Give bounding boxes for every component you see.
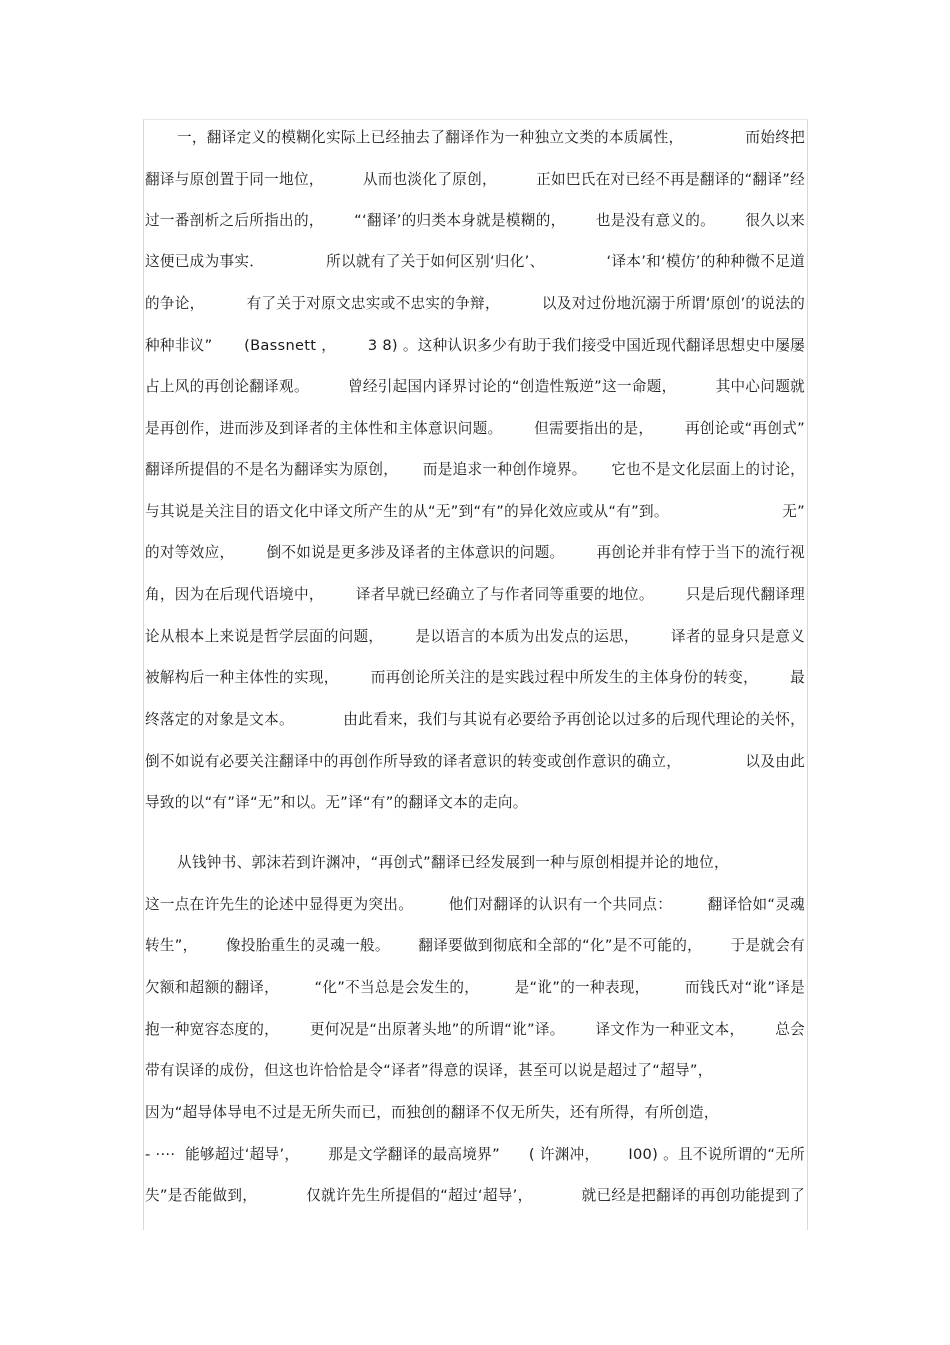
text-line [145,752,805,772]
text-segment: 这便已成为事实． [145,253,265,270]
text-segment: 占上风的再创论翻译观。 [145,378,309,395]
text-segment: - ···· 能够超过‘超导’， [145,1146,300,1163]
text-line [145,627,805,647]
text-segment: 译文作为一种亚文本， [595,1021,745,1038]
text-segment: 是“讹”的一种表现， [514,979,650,996]
text-segment: 倒不如说有必要关注翻译中的再创作所导致的译者意识的转变或创作意识的确立， [145,753,682,770]
text-segment: 这一点在许先生的论述中显得更为突出。 [145,896,414,913]
text-segment: 以及由此 [745,753,805,770]
text-segment: 由此看来，我们与其说有必要给予再创论以过多的后现代理论的关怀， [343,711,805,728]
text-segment: 的争论， [145,295,205,312]
text-segment: 像投胎重生的灵魂一般。 [225,937,390,954]
text-segment: 是再创作，进而涉及到译者的主体性和主体意识问题。 [145,420,503,437]
text-segment: I00) 。且不说所谓的“无所 [628,1146,805,1163]
text-segment: 于是就会有 [730,937,805,954]
text-segment: 与其说是关注目的语文化中译文所产生的从“无”到“有”的异化效应或从“有”到。 [145,503,669,520]
text-segment: 因为“超导体导电不过是无所失而已，而独创的翻译不仅无所失，还有所得，有所创造， [145,1104,719,1121]
text-line [145,294,805,314]
text-segment: 但需要指出的是， [534,420,654,437]
text-line [177,853,805,873]
text-line [145,710,805,730]
text-segment: 译者的显身只是意义 [670,628,805,645]
text-segment: 无” [782,503,805,520]
text-line [145,419,805,439]
text-line [145,502,805,522]
text-segment: 总会 [775,1021,805,1038]
text-segment: 带有误译的成份，但这也许恰恰是令“译者”得意的误译，甚至可以说是超过了“超导”， [145,1062,713,1079]
text-segment: 仅就许先生所提倡的“超过‘超导’， [306,1187,533,1204]
text-line [145,252,805,272]
text-segment: 的对等效应， [145,544,235,561]
text-line [145,377,805,397]
text-segment: 更何况是“出原著头地”的所谓“讹”译。 [309,1021,565,1038]
text-segment: 而再创论所关注的是实践过程中所发生的主体身份的转变， [370,669,758,686]
text-segment: 欠额和超额的翻译， [145,979,280,996]
text-segment: 而是追求一种创作境界。 [422,461,587,478]
text-segment: 再创论或“再创式” [685,420,805,437]
text-segment: 角，因为在后现代语境中， [145,586,324,603]
text-line [145,1061,805,1081]
text-segment: 种种非议” [145,337,213,354]
text-segment: “化”不当总是会发生的， [314,979,480,996]
text-segment: 译者早就已经确立了与作者同等重要的地位。 [355,586,654,603]
text-segment: 以及对过份地沉溺于所谓‘原创’的说法的 [541,295,805,312]
text-segment: 他们对翻译的认识有一个共同点： [448,896,673,913]
text-segment: “‘翻译’的归类本身就是模糊的， [354,212,566,229]
text-segment: 曾经引起国内译界讨论的“创造性叛逆”这一命题， [347,378,677,395]
text-segment: 它也不是文化层面上的讨论， [611,461,805,478]
text-segment: 很久以来 [745,212,805,229]
text-segment: 所以就有了关于如何区别‘归化’、 [326,253,545,270]
text-segment: 3 8) 。这种认识多少有助于我们接受中国近现代翻译思想史中屡屡 [367,337,805,354]
text-line [145,543,805,563]
text-segment: ‘译本’和‘模仿’的种种微不足道 [606,253,805,270]
text-line [145,793,805,813]
text-segment: 从钱钟书、郭沫若到许渊冲，“再创式”翻译已经发展到一种与原创相提并论的地位， [177,854,729,871]
text-segment: 论从根本上来说是哲学层面的问题， [145,628,384,645]
text-segment: 翻译恰如“灵魂 [707,896,805,913]
text-segment: 而始终把 [745,129,805,146]
text-segment: 过一番剖析之后所指出的， [145,212,324,229]
text-segment: 最 [790,669,805,686]
text-segment: 终落定的对象是文本。 [145,711,294,728]
text-line [145,460,805,480]
text-segment: (Bassnett ， [244,337,337,354]
text-segment: 就已经是把翻译的再创功能提到了 [581,1187,805,1204]
text-line [145,1020,805,1040]
text-segment: 抱一种宽容态度的， [145,1021,280,1038]
text-segment: 失”是否能做到， [145,1187,258,1204]
text-segment: 也是没有意义的。 [595,212,716,229]
text-line [145,211,805,231]
text-segment: 其中心问题就 [715,378,805,395]
text-segment: 被解构后一种主体性的实现， [145,669,339,686]
text-line [145,1145,805,1165]
text-line [145,895,805,915]
text-line [145,936,805,956]
text-segment: 倒不如说是更多涉及译者的主体意识的问题。 [266,544,565,561]
text-segment: 而钱氏对“讹”译是 [685,979,805,996]
text-segment: 翻译要做到彻底和全部的“化”是不可能的， [418,937,703,954]
text-line [177,128,805,148]
text-line [145,585,805,605]
text-line [145,668,805,688]
text-line [145,336,805,356]
text-segment: 再创论并非有悖于当下的流行视 [596,544,805,561]
text-segment: 正如巴氏在对已经不再是翻译的“翻译”经 [536,171,805,188]
text-segment: 转生”， [145,937,198,954]
text-line [145,1103,805,1123]
text-segment: 翻译所提倡的不是名为翻译实为原创， [145,461,399,478]
text-segment: 是以语言的本质为出发点的运思， [415,628,639,645]
text-segment: 那是文学翻译的最高境界” [328,1146,500,1163]
text-segment: ( 许渊冲， [528,1146,600,1163]
text-segment: 导致的以“有”译“无”和以。无”译“有”的翻译文本的走向。 [145,794,528,811]
text-line [145,170,805,190]
text-segment: 有了关于对原文忠实或不忠实的争辩， [246,295,500,312]
text-segment: 从而也淡化了原创， [362,171,497,188]
text-line [145,978,805,998]
text-segment: 只是后现代翻译理 [685,586,805,603]
text-line [145,1186,805,1206]
text-segment: 翻译与原创置于同一地位， [145,171,324,188]
text-segment: 一，翻译定义的模糊化实际上已经抽去了翻译作为一种独立文类的本质属性， [177,129,684,146]
